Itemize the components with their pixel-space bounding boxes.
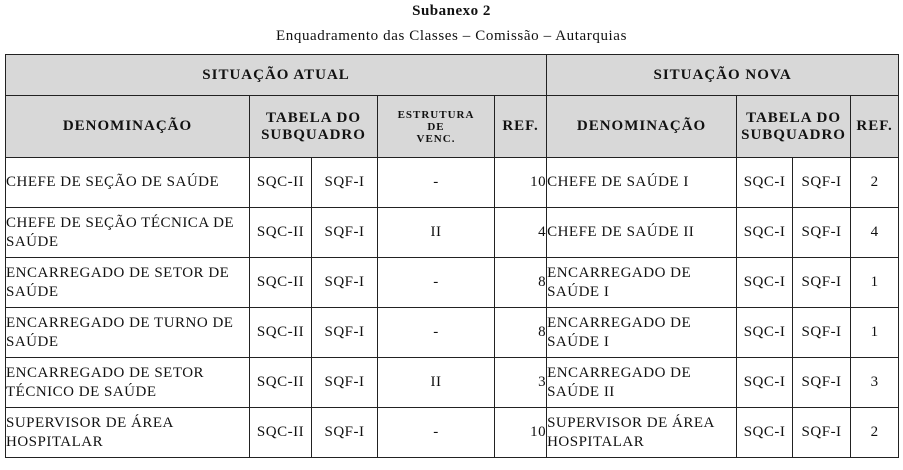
cell-atual-sqc: SQC-II xyxy=(250,308,312,358)
cell-estrutura: II xyxy=(378,358,495,408)
cell-atual-denominacao: ENCARREGADO DE SETOR TÉCNICO DE SAÚDE xyxy=(6,358,250,408)
cell-nova-ref: 3 xyxy=(851,358,899,408)
cell-atual-denominacao: CHEFE DE SEÇÃO TÉCNICA DE SAÚDE xyxy=(6,208,250,258)
cell-atual-sqc: SQC-II xyxy=(250,208,312,258)
cell-atual-sqf: SQF-I xyxy=(312,158,378,208)
header-estrutura-line1: ESTRUTURA xyxy=(397,108,475,121)
cell-nova-ref: 4 xyxy=(851,208,899,258)
cell-nova-ref: 1 xyxy=(851,258,899,308)
header-ref-nova: REF. xyxy=(851,96,899,158)
cell-atual-denominacao: ENCARREGADO DE SETOR DE SAÚDE xyxy=(6,258,250,308)
cell-nova-sqf: SQF-I xyxy=(793,308,851,358)
cell-nova-denominacao: SUPERVISOR DE ÁREA HOSPITALAR xyxy=(547,408,737,458)
cell-atual-sqf: SQF-I xyxy=(312,308,378,358)
header-estrutura-vencimentos xyxy=(378,96,495,158)
cell-atual-ref: 8 xyxy=(495,258,547,308)
table-row xyxy=(6,258,899,308)
cell-atual-denominacao: SUPERVISOR DE ÁREA HOSPITALAR xyxy=(6,408,250,458)
header-denominacao-nova: DENOMINAÇÃO xyxy=(547,96,737,158)
header-denominacao-atual: DENOMINAÇÃO xyxy=(6,96,250,158)
cell-nova-ref: 2 xyxy=(851,158,899,208)
header-estrutura-line2: DE xyxy=(427,120,445,133)
header-estrutura-line3: VENC. xyxy=(416,132,456,145)
table-row xyxy=(6,208,899,258)
classification-table xyxy=(5,54,899,458)
cell-atual-ref: 10 xyxy=(495,158,547,208)
cell-atual-ref: 10 xyxy=(495,408,547,458)
cell-nova-denominacao: CHEFE DE SAÚDE II xyxy=(547,208,737,258)
cell-nova-sqf: SQF-I xyxy=(793,408,851,458)
cell-atual-sqf: SQF-I xyxy=(312,408,378,458)
cell-atual-sqf: SQF-I xyxy=(312,258,378,308)
cell-nova-sqf: SQF-I xyxy=(793,358,851,408)
cell-nova-sqf: SQF-I xyxy=(793,258,851,308)
cell-nova-sqc: SQC-I xyxy=(737,308,793,358)
cell-estrutura: - xyxy=(378,158,495,208)
cell-estrutura: II xyxy=(378,208,495,258)
document-subtitle: Enquadramento das Classes – Comissão – Autarquias xyxy=(275,28,628,44)
header-ref-atual: REF. xyxy=(495,96,547,158)
cell-nova-sqc: SQC-I xyxy=(737,158,793,208)
cell-nova-ref: 1 xyxy=(851,308,899,358)
cell-nova-sqf: SQF-I xyxy=(793,208,851,258)
table-row xyxy=(6,308,899,358)
cell-atual-ref: 3 xyxy=(495,358,547,408)
cell-atual-ref: 4 xyxy=(495,208,547,258)
cell-nova-denominacao: ENCARREGADO DE SAÚDE II xyxy=(547,358,737,408)
table-row xyxy=(6,158,899,208)
cell-nova-denominacao: ENCARREGADO DE SAÚDE I xyxy=(547,308,737,358)
cell-atual-sqf: SQF-I xyxy=(312,358,378,408)
cell-nova-denominacao: ENCARREGADO DE SAÚDE I xyxy=(547,258,737,308)
table-row xyxy=(6,358,899,408)
cell-nova-ref: 2 xyxy=(851,408,899,458)
cell-atual-ref: 8 xyxy=(495,308,547,358)
cell-nova-denominacao: CHEFE DE SAÚDE I xyxy=(547,158,737,208)
cell-nova-sqc: SQC-I xyxy=(737,258,793,308)
cell-atual-sqc: SQC-II xyxy=(250,408,312,458)
header-tabela-subquadro-nova xyxy=(737,96,851,158)
cell-nova-sqf: SQF-I xyxy=(793,158,851,208)
cell-estrutura: - xyxy=(378,308,495,358)
cell-atual-sqf: SQF-I xyxy=(312,208,378,258)
cell-nova-sqc: SQC-I xyxy=(737,408,793,458)
header-situacao-nova: SITUAÇÃO NOVA xyxy=(547,55,899,96)
cell-nova-sqc: SQC-I xyxy=(737,208,793,258)
header-tabela-line2: SUBQUADRO xyxy=(261,126,366,143)
cell-atual-sqc: SQC-II xyxy=(250,158,312,208)
cell-atual-sqc: SQC-II xyxy=(250,358,312,408)
header-tabela-line1: TABELA DO xyxy=(266,109,361,126)
cell-atual-denominacao: ENCARREGADO DE TURNO DE SAÚDE xyxy=(6,308,250,358)
header-situacao-atual: SITUAÇÃO ATUAL xyxy=(6,55,547,96)
cell-atual-denominacao: CHEFE DE SEÇÃO DE SAÚDE xyxy=(6,158,250,208)
table-row xyxy=(6,408,899,458)
header-tabela-line1: TABELA DO xyxy=(746,109,842,126)
header-tabela-line2: SUBQUADRO xyxy=(741,126,846,143)
cell-nova-sqc: SQC-I xyxy=(737,358,793,408)
cell-estrutura: - xyxy=(378,258,495,308)
header-tabela-subquadro-atual xyxy=(250,96,378,158)
table-body xyxy=(6,158,899,458)
cell-atual-sqc: SQC-II xyxy=(250,258,312,308)
cell-estrutura: - xyxy=(378,408,495,458)
document-title: Subanexo 2 xyxy=(412,3,491,19)
